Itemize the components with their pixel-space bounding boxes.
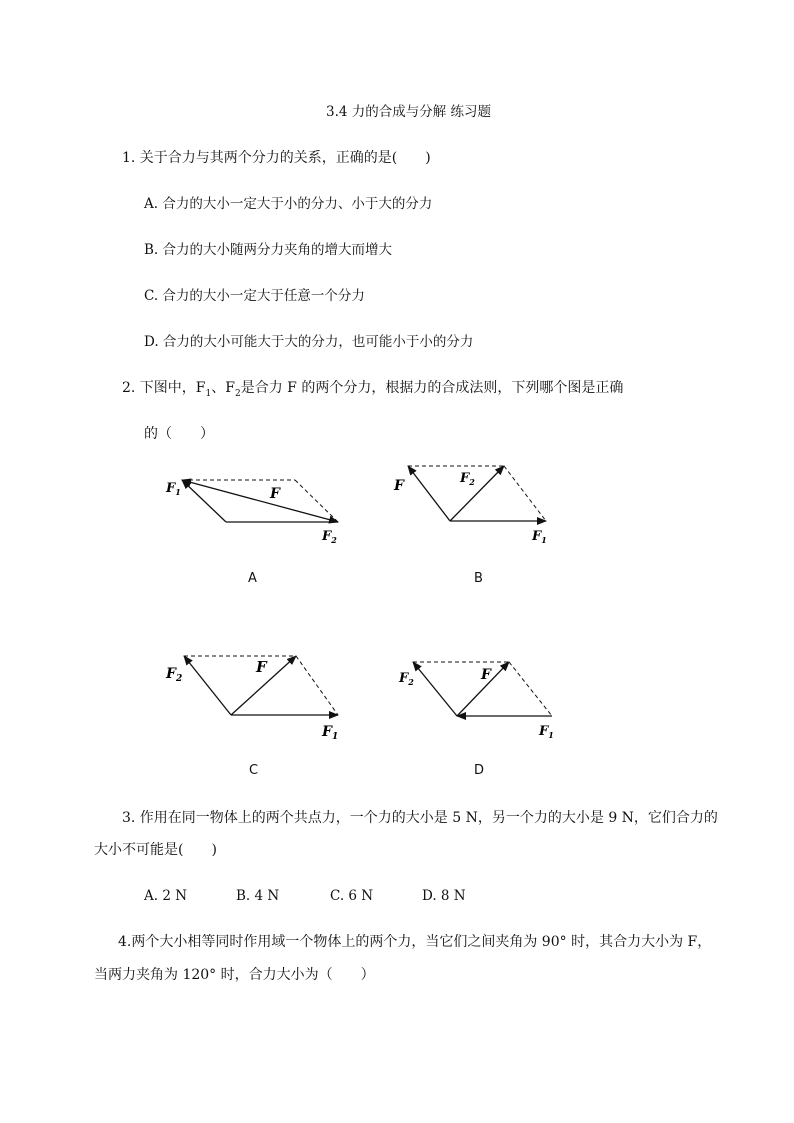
question-1-stem: 1. 关于合力与其两个分力的关系，正确的是( )	[122, 150, 431, 166]
question-3-option-a: A. 2 N	[144, 888, 188, 904]
figure-b-force-f2-arrow	[450, 466, 504, 521]
question-4-stem-line1: 4.两个大小相等同时作用域一个物体上的两个力，当它们之间夹角为 90° 时，其合力大小为 F，	[118, 934, 712, 950]
figure-b-dashed-right	[504, 466, 546, 521]
figure-c-label-f: F	[256, 658, 267, 676]
question-3-option-b: B. 4 N	[236, 888, 280, 904]
question-3-option-c: C. 6 N	[330, 888, 374, 904]
subscript-1: 1	[205, 388, 212, 399]
figure-a-label-f: F	[270, 486, 280, 502]
figure-b-force-f-arrow	[408, 466, 450, 521]
question-2-stem	[122, 379, 623, 403]
figure-a-caption: A	[248, 571, 257, 586]
figure-a-force-f-arrow	[182, 480, 338, 522]
figure-b-caption: B	[474, 571, 483, 586]
figure-d-dashed-right	[509, 662, 552, 716]
question-1-option-b: B. 合力的大小随两分力夹角的增大而增大	[144, 242, 393, 258]
figure-c-force-f2-arrow	[184, 656, 231, 715]
figure-d-label-f2: $F_2$	[399, 671, 414, 687]
subscript-2: 2	[234, 388, 241, 399]
figure-b-diagram	[390, 458, 560, 550]
figure-c-diagram	[160, 648, 360, 743]
page-title: 3.4 力的合成与分解 练习题	[326, 104, 492, 120]
figure-a-label-f1: $F_1$	[166, 481, 181, 497]
figure-c-label-f2: $F_2$	[166, 666, 183, 684]
question-2-stem-line2: 的（ ）	[144, 426, 214, 442]
figure-c-dashed-right	[296, 656, 338, 715]
question-1-option-c: C. 合力的大小一定大于任意一个分力	[144, 288, 365, 304]
figure-d-force-f2-arrow	[413, 662, 457, 716]
figure-c-label-f1: $F_1$	[322, 724, 339, 742]
figure-b-label-f1: $F_1$	[532, 529, 547, 545]
question-2-stem-part-b: 、F	[211, 380, 235, 396]
question-3-stem-line2: 大小不可能是( )	[94, 842, 217, 858]
figure-d-label-f: F	[481, 667, 491, 683]
question-3-stem-line1: 3. 作用在同一物体上的两个共点力，一个力的大小是 5 N，另一个力的大小是 9 N，它们合力的	[122, 810, 718, 826]
question-1-option-a: A. 合力的大小一定大于小的分力、小于大的分力	[144, 196, 433, 212]
question-3-option-d: D. 8 N	[422, 888, 466, 904]
question-2-stem-part-a: 2. 下图中，F	[122, 380, 206, 396]
figure-b-label-f2: $F_2$	[460, 471, 475, 487]
figure-b-label-f: F	[394, 478, 404, 494]
figure-a-label-f2: $F_2$	[322, 529, 337, 545]
question-4-stem-line2: 当两力夹角为 120° 时，合力大小为（ ）	[94, 967, 375, 983]
figure-c-caption: C	[249, 763, 259, 778]
figure-d-label-f1: $F_1$	[539, 724, 554, 740]
question-1-option-d: D. 合力的大小可能大于大的分力，也可能小于小的分力	[144, 334, 474, 350]
figure-d-caption: D	[474, 763, 485, 778]
figure-a-diagram	[160, 470, 360, 550]
figure-d-diagram	[395, 655, 565, 745]
question-2-stem-part-c: 是合力 F 的两个分力，根据力的合成法则，下列哪个图是正确	[240, 380, 624, 396]
